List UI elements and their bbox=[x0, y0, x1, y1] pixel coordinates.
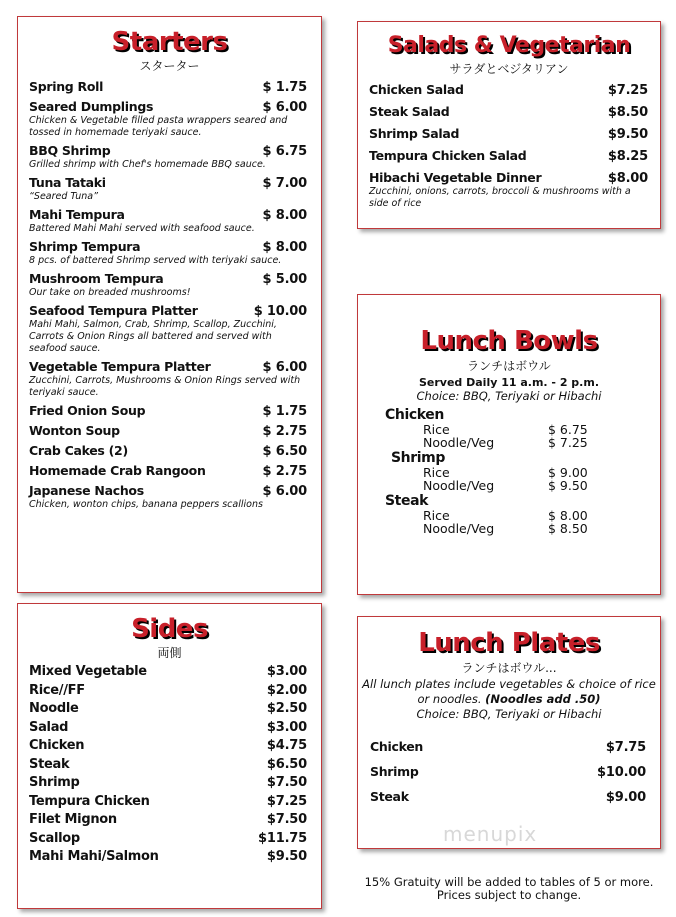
menu-item-price: $ 6.00 bbox=[262, 484, 307, 499]
menu-item-name: Shrimp bbox=[29, 775, 80, 790]
menu-item-row bbox=[29, 831, 307, 846]
menu-item-price: $3.00 bbox=[266, 719, 307, 735]
menu-item-row bbox=[29, 79, 307, 95]
menu-item-price: $ 1.75 bbox=[262, 80, 307, 95]
menu-item-row bbox=[29, 757, 307, 772]
menu-item bbox=[370, 764, 646, 780]
menu-item-price: $ 6.00 bbox=[262, 100, 307, 115]
menu-item-name: Steak bbox=[29, 756, 70, 772]
menu-item-name: Seafood Tempura Platter bbox=[29, 303, 198, 318]
menu-item-name: Salad bbox=[29, 719, 69, 735]
menu-item bbox=[29, 849, 307, 864]
menu-item-name: Hibachi Vegetable Dinner bbox=[369, 170, 542, 185]
menu-item bbox=[29, 271, 307, 299]
menu-item-row bbox=[29, 849, 307, 864]
menu-item-description: Chicken & Vegetable filled pasta wrappers seared and tossed in homemade teriyaki sauce. bbox=[29, 115, 288, 138]
menu-item-row bbox=[369, 148, 648, 164]
bowl-option-label: Noodle/Veg bbox=[423, 435, 495, 450]
menu-item-row bbox=[29, 443, 307, 459]
menu-item-row bbox=[369, 170, 648, 186]
menu-item-price: $3.00 bbox=[266, 664, 307, 679]
bowl-option bbox=[385, 466, 625, 479]
bowl-option-label: Noodle/Veg bbox=[423, 478, 495, 493]
menu-item bbox=[29, 463, 307, 479]
salads-jp-subtitle: サラダとベジタリアン bbox=[449, 62, 569, 76]
menu-item-row bbox=[369, 82, 648, 98]
menu-item-price: $7.50 bbox=[266, 812, 307, 827]
menu-item bbox=[29, 303, 307, 355]
menu-item-price: $7.75 bbox=[605, 740, 646, 755]
menu-item-price: $7.25 bbox=[266, 793, 307, 809]
lunch-plates-jp-subtitle: ランチはボウル... bbox=[461, 661, 557, 675]
bowl-category-name: Shrimp bbox=[391, 450, 445, 466]
price-note: Prices subject to change. bbox=[436, 888, 582, 902]
menu-item-description: Mahi Mahi, Salmon, Crab, Shrimp, Scallop, Zucchini, Carrots & Onion Rings all battered and served with seafood sauce. bbox=[29, 319, 277, 354]
menu-item-price: $ 8.00 bbox=[262, 240, 307, 255]
menu-item-name: Rice//FF bbox=[29, 682, 85, 698]
menu-item-price: $ 5.00 bbox=[262, 272, 307, 287]
menu-item-price: $2.00 bbox=[266, 682, 307, 698]
menu-item-price: $ 6.00 bbox=[262, 360, 307, 375]
menu-item bbox=[369, 170, 648, 210]
menu-item-row bbox=[370, 764, 646, 780]
bowl-category-name: Chicken bbox=[385, 407, 444, 423]
bowl-option-price: $ 7.25 bbox=[548, 435, 588, 450]
lunch-plates-intro bbox=[358, 677, 660, 722]
menu-item bbox=[29, 812, 307, 827]
sides-section bbox=[17, 603, 322, 909]
lunch-bowls-categories bbox=[385, 407, 625, 536]
bowl-option bbox=[385, 479, 625, 492]
menu-item-description: “Seared Tuna” bbox=[29, 191, 99, 202]
menu-item-row bbox=[29, 794, 307, 809]
lunch-plates-choice: Choice: BBQ, Teriyaki or Hibachi bbox=[416, 707, 602, 721]
salads-list bbox=[369, 82, 648, 216]
lunch-plates-title: Lunch Plates bbox=[418, 628, 600, 658]
menu-item-row bbox=[370, 739, 646, 755]
menu-item-price: $11.75 bbox=[258, 830, 307, 846]
bowl-option-price: $ 6.75 bbox=[548, 422, 588, 437]
gratuity-note: 15% Gratuity will be added to tables of 5 or more. bbox=[364, 875, 654, 889]
menu-item bbox=[29, 683, 307, 698]
menu-item bbox=[29, 720, 307, 735]
menu-item-row bbox=[369, 126, 648, 142]
menu-item-price: $ 6.75 bbox=[262, 144, 307, 159]
menu-item-row bbox=[29, 483, 307, 499]
menu-item-row bbox=[29, 738, 307, 753]
menu-item-name: Noodle bbox=[29, 701, 79, 716]
menu-item-name: Mahi Mahi/Salmon bbox=[29, 849, 159, 864]
menu-item-price: $ 7.00 bbox=[262, 176, 307, 191]
bowl-category bbox=[385, 407, 625, 449]
menu-item bbox=[29, 79, 307, 95]
menu-item bbox=[29, 757, 307, 772]
lunch-bowls-title: Lunch Bowls bbox=[420, 326, 598, 356]
sides-jp-subtitle: 両側 bbox=[157, 646, 182, 660]
bowl-option-price: $ 9.50 bbox=[548, 478, 588, 493]
menu-item-description: 8 pcs. of battered Shrimp served with teriyaki sauce. bbox=[29, 255, 282, 266]
starters-section bbox=[17, 16, 322, 593]
sides-list bbox=[29, 664, 307, 868]
menu-item-price: $9.50 bbox=[607, 127, 648, 142]
salads-section bbox=[357, 21, 661, 229]
bowl-category bbox=[385, 493, 625, 535]
bowl-option-price: $ 8.00 bbox=[548, 508, 588, 523]
menu-item-price: $9.50 bbox=[266, 849, 307, 864]
menu-item bbox=[369, 82, 648, 98]
menu-item-name: BBQ Shrimp bbox=[29, 143, 111, 158]
menu-item-name: Tempura Chicken Salad bbox=[369, 148, 527, 163]
starters-list bbox=[29, 79, 307, 515]
menu-item-description: Grilled shrimp with Chef's homemade BBQ sauce. bbox=[29, 159, 266, 170]
menu-item-row bbox=[29, 271, 307, 287]
lunch-plates-list bbox=[370, 739, 646, 814]
menu-item bbox=[29, 775, 307, 790]
menu-item-name: Seared Dumplings bbox=[29, 99, 154, 114]
menu-item bbox=[369, 126, 648, 142]
menu-item-description: Battered Mahi Mahi served with seafood sauce. bbox=[29, 223, 255, 234]
menu-item bbox=[29, 99, 307, 139]
bowl-option-price: $ 8.50 bbox=[548, 521, 588, 536]
menu-item-row bbox=[29, 359, 307, 375]
menu-item-price: $8.00 bbox=[607, 171, 648, 186]
bowl-option-label: Rice bbox=[423, 422, 450, 437]
menu-item bbox=[29, 794, 307, 809]
menu-item-name: Wonton Soup bbox=[29, 423, 120, 438]
menu-item-price: $ 2.75 bbox=[262, 424, 307, 439]
menu-item-price: $8.25 bbox=[607, 149, 648, 164]
menu-item bbox=[29, 359, 307, 399]
menu-item-name: Scallop bbox=[29, 830, 80, 846]
menu-item-description: Zucchini, onions, carrots, broccoli & mushrooms with a side of rice bbox=[369, 186, 631, 209]
menu-item-price: $4.75 bbox=[266, 738, 307, 753]
menu-item-price: $7.25 bbox=[607, 83, 648, 98]
menu-item bbox=[369, 148, 648, 164]
lunch-bowls-choice: Choice: BBQ, Teriyaki or Hibachi bbox=[416, 389, 602, 403]
menu-item-name: Chicken bbox=[370, 739, 424, 754]
menu-item bbox=[29, 831, 307, 846]
menu-item-name: Mahi Tempura bbox=[29, 207, 125, 222]
menu-item-price: $ 1.75 bbox=[262, 404, 307, 419]
lunch-plates-section bbox=[357, 616, 661, 849]
menu-item bbox=[370, 789, 646, 805]
menu-item-price: $ 8.00 bbox=[262, 208, 307, 223]
sides-title: Sides bbox=[131, 614, 208, 644]
menu-item-description: Our take on breaded mushrooms! bbox=[29, 287, 191, 298]
menu-item bbox=[29, 664, 307, 679]
menu-item-name: Fried Onion Soup bbox=[29, 403, 146, 418]
menu-item-price: $ 2.75 bbox=[262, 464, 307, 479]
menu-item-price: $2.50 bbox=[266, 701, 307, 716]
lunch-bowls-section bbox=[357, 294, 661, 595]
menu-item-name: Spring Roll bbox=[29, 79, 104, 94]
menu-item-name: Shrimp bbox=[370, 764, 419, 779]
menu-item-price: $ 10.00 bbox=[253, 304, 307, 319]
menu-item-name: Tempura Chicken bbox=[29, 793, 150, 809]
bowl-option bbox=[385, 436, 625, 449]
menu-item bbox=[29, 738, 307, 753]
menu-item-description: Zucchini, Carrots, Mushrooms & Onion Rings served with teriyaki sauce. bbox=[29, 375, 301, 398]
menu-item-name: Chicken bbox=[29, 738, 85, 753]
menu-item-name: Crab Cakes (2) bbox=[29, 443, 128, 458]
menu-item-row bbox=[29, 403, 307, 419]
lunch-bowls-jp-subtitle: ランチはボウル bbox=[467, 359, 551, 373]
menu-item-name: Japanese Nachos bbox=[29, 483, 144, 498]
menu-item-name: Shrimp Tempura bbox=[29, 239, 141, 254]
menu-item bbox=[29, 423, 307, 439]
menu-item-row bbox=[29, 239, 307, 255]
starters-jp-subtitle: スターター bbox=[139, 59, 200, 73]
bowl-option bbox=[385, 423, 625, 436]
menu-item-price: $10.00 bbox=[597, 765, 646, 780]
bowl-option bbox=[385, 509, 625, 522]
menu-item-name: Steak bbox=[370, 789, 409, 804]
menu-item-row bbox=[29, 720, 307, 735]
bowl-option bbox=[385, 522, 625, 535]
menu-item-row bbox=[29, 664, 307, 679]
menu-item-price: $7.50 bbox=[266, 775, 307, 790]
menu-item-name: Chicken Salad bbox=[369, 82, 464, 97]
menu-item-row bbox=[29, 303, 307, 319]
lunch-plates-intro-text: All lunch plates include vegetables & choice of rice or noodles. bbox=[362, 677, 656, 706]
menu-item bbox=[29, 175, 307, 203]
menu-item-row bbox=[29, 775, 307, 790]
menu-item-name: Filet Mignon bbox=[29, 812, 117, 827]
menu-item bbox=[29, 239, 307, 267]
menu-item bbox=[29, 207, 307, 235]
menu-item-row bbox=[29, 423, 307, 439]
menu-item-row bbox=[369, 104, 648, 120]
bowl-category-name: Steak bbox=[385, 493, 429, 509]
bowl-option-label: Rice bbox=[423, 465, 450, 480]
lunch-plates-noodle-note: (Noodles add .50) bbox=[485, 692, 601, 706]
menu-item-name: Homemade Crab Rangoon bbox=[29, 463, 206, 478]
menu-item bbox=[29, 143, 307, 171]
menu-item-row bbox=[29, 143, 307, 159]
menu-item bbox=[29, 483, 307, 511]
menu-item-name: Mushroom Tempura bbox=[29, 271, 164, 286]
starters-title: Starters bbox=[111, 27, 228, 57]
menu-item bbox=[369, 104, 648, 120]
menu-item-name: Shrimp Salad bbox=[369, 126, 460, 141]
menu-item-name: Vegetable Tempura Platter bbox=[29, 359, 211, 374]
bowl-option-label: Rice bbox=[423, 508, 450, 523]
bowl-option-label: Noodle/Veg bbox=[423, 521, 495, 536]
menu-item-row bbox=[29, 683, 307, 698]
menu-item bbox=[29, 701, 307, 716]
salads-title: Salads & Vegetarian bbox=[387, 33, 631, 58]
watermark: menupix bbox=[443, 822, 538, 846]
menu-item-row bbox=[29, 99, 307, 115]
lunch-bowls-hours: Served Daily 11 a.m. - 2 p.m. bbox=[418, 376, 600, 389]
menu-item bbox=[29, 443, 307, 459]
menu-item-row bbox=[29, 175, 307, 191]
menu-item-row bbox=[29, 207, 307, 223]
menu-item-row bbox=[29, 701, 307, 716]
menu-item-price: $ 6.50 bbox=[262, 444, 307, 459]
footer-note bbox=[357, 876, 661, 902]
menu-item-description: Chicken, wonton chips, banana peppers scallions bbox=[29, 499, 263, 510]
bowl-option-price: $ 9.00 bbox=[548, 465, 588, 480]
menu-item-row bbox=[370, 789, 646, 805]
menu-item bbox=[29, 403, 307, 419]
menu-item-price: $9.00 bbox=[605, 790, 646, 805]
menu-item-row bbox=[29, 812, 307, 827]
menu-item-name: Tuna Tataki bbox=[29, 175, 106, 190]
menu-item-price: $8.50 bbox=[607, 105, 648, 120]
bowl-category bbox=[385, 450, 625, 492]
menu-item bbox=[370, 739, 646, 755]
menu-item-name: Mixed Vegetable bbox=[29, 664, 147, 679]
menu-item-row bbox=[29, 463, 307, 479]
menu-item-price: $6.50 bbox=[266, 756, 307, 772]
menu-item-name: Steak Salad bbox=[369, 104, 450, 119]
